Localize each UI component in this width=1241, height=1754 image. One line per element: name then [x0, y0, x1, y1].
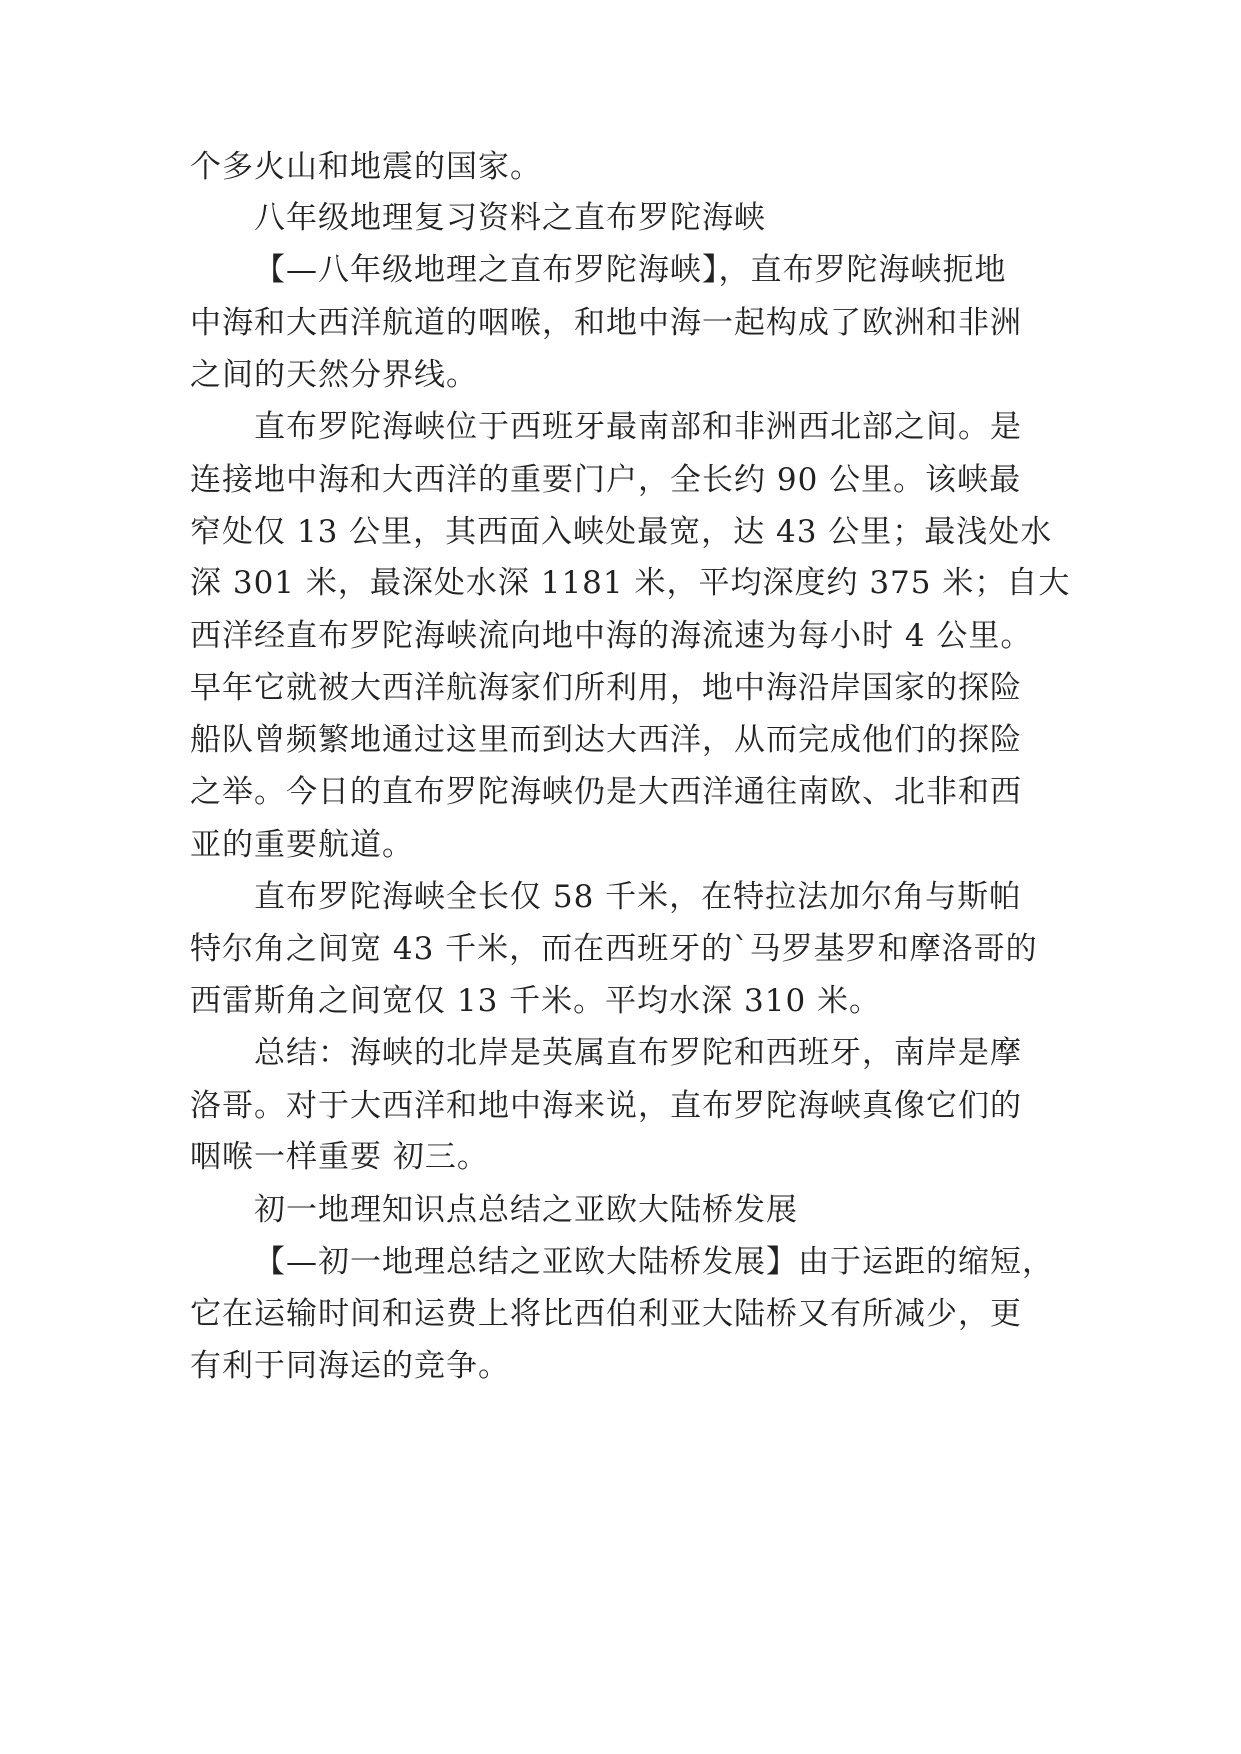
- text-line: 特尔角之间宽 43 千米，而在西班牙的`马罗基罗和摩洛哥的: [190, 931, 1038, 967]
- text-line: 【—初一地理总结之亚欧大陆桥发展】由于运距的缩短，: [254, 1244, 1054, 1280]
- text-line: 总结：海峡的北岸是英属直布罗陀和西班牙，南岸是摩: [254, 1035, 1022, 1071]
- text-line: 洛哥。对于大西洋和地中海来说，直布罗陀海峡真像它们的: [190, 1088, 1022, 1124]
- text-line: 亚的重要航道。: [190, 827, 414, 863]
- text-line: 【—八年级地理之直布罗陀海峡】，直布罗陀海峡扼地: [254, 252, 1007, 288]
- text-line: 个多火山和地震的国家。: [190, 149, 542, 185]
- text-line: 有利于同海运的竞争。: [190, 1348, 510, 1384]
- text-line: 之间的天然分界线。: [190, 357, 478, 393]
- text-line: 之举。今日的直布罗陀海峡仍是大西洋通往南欧、北非和西: [190, 774, 1022, 810]
- text-line: 船队曾频繁地通过这里而到达大西洋，从而完成他们的探险: [190, 722, 1022, 758]
- text-line: 窄处仅 13 公里，其西面入峡处最宽，达 43 公里；最浅处水: [190, 514, 1053, 550]
- section-heading: 八年级地理复习资料之直布罗陀海峡: [254, 200, 766, 236]
- text-line: 深 301 米，最深处水深 1181 米，平均深度约 375 米；自大: [190, 565, 1071, 601]
- text-line: 西洋经直布罗陀海峡流向地中海的海流速为每小时 4 公里。: [190, 618, 1033, 654]
- text-line: 直布罗陀海峡位于西班牙最南部和非洲西北部之间。是: [254, 409, 1022, 445]
- text-line: 它在运输时间和运费上将比西伯利亚大陆桥又有所减少，更: [190, 1296, 1022, 1332]
- text-line: 早年它就被大西洋航海家们所利用，地中海沿岸国家的探险: [190, 670, 1022, 706]
- text-line: 咽喉一样重要 初三。: [190, 1139, 489, 1175]
- section-heading: 初一地理知识点总结之亚欧大陆桥发展: [254, 1192, 798, 1228]
- text-line: 连接地中海和大西洋的重要门户，全长约 90 公里。该峡最: [190, 462, 1022, 498]
- text-line: 西雷斯角之间宽仅 13 千米。平均水深 310 米。: [190, 983, 882, 1019]
- text-line: 中海和大西洋航道的咽喉，和地中海一起构成了欧洲和非洲: [190, 305, 1022, 341]
- text-line: 直布罗陀海峡全长仅 58 千米，在特拉法加尔角与斯帕: [254, 879, 1022, 915]
